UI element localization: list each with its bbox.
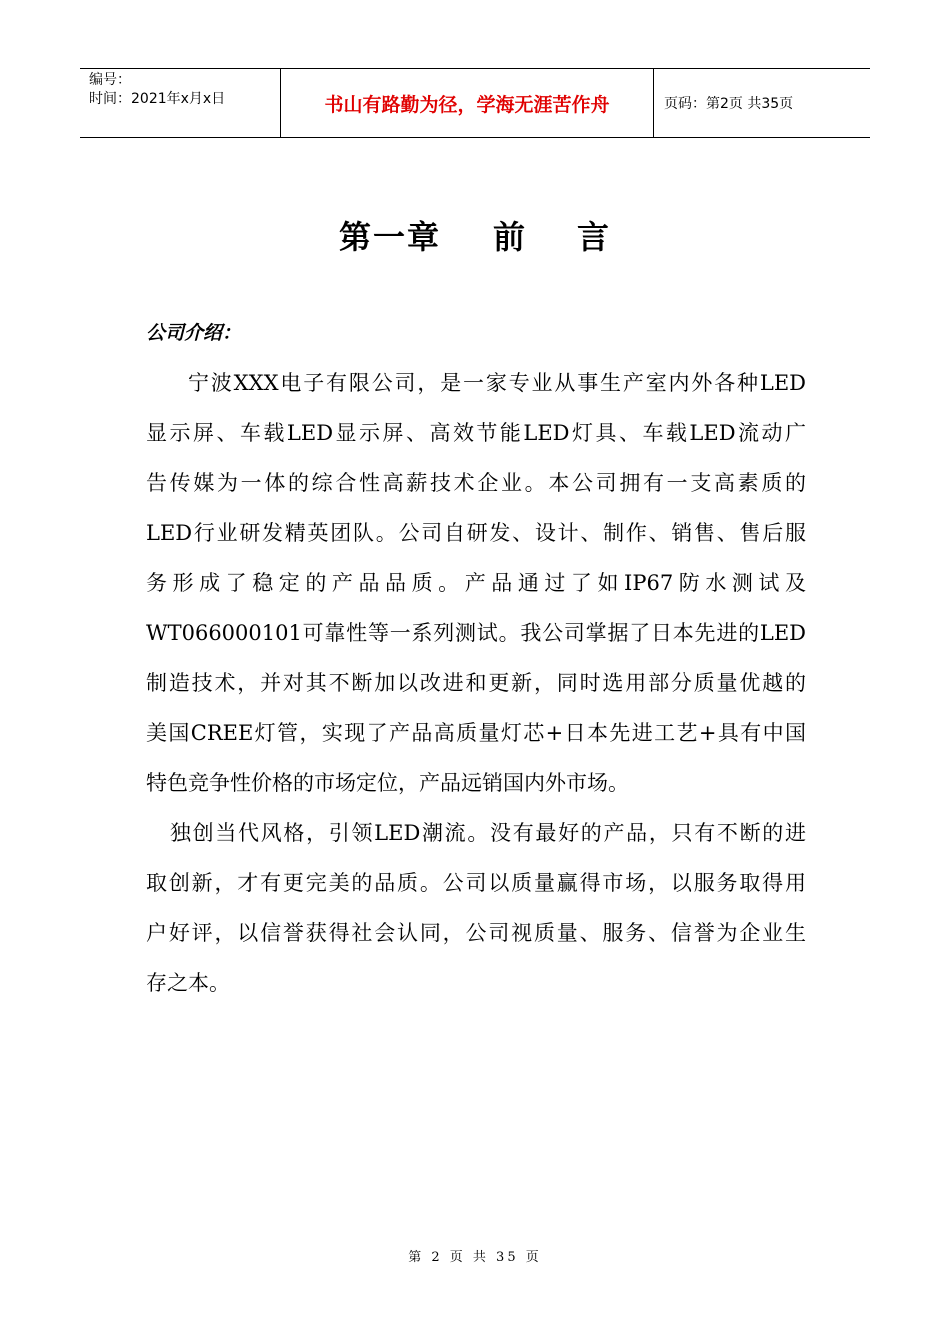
section-label: 公司介绍： [146, 322, 242, 344]
chapter-title-char-1: 前 [492, 218, 527, 256]
chapter-title [0, 212, 950, 258]
page-footer: 第 2 页 共 35 页 [408, 1250, 542, 1265]
text-line: 存之本。 [146, 971, 230, 995]
header-motto: 书山有路勤为径，学海无涯苦作舟 [281, 69, 654, 137]
chapter-number: 第一章 [338, 218, 441, 256]
text-line: LED行业研发精英团队。公司自研发、设计、制作、销售、售后服 [146, 521, 806, 545]
text-line: 务形成了稳定的产品品质。产品通过了如IP67防水测试及 [146, 571, 806, 595]
header-meta [80, 69, 281, 137]
text-line: 独创当代风格，引领LED潮流。没有最好的产品，只有不断的进 [170, 821, 806, 845]
number-label: 编号： [89, 72, 131, 88]
paragraph-company-philosophy [146, 808, 806, 1008]
text-line: 制造技术，并对其不断加以改进和更新，同时选用部分质量优越的 [146, 671, 806, 695]
time-label: 时间：2021年x月x日 [89, 91, 226, 107]
text-line: 取创新，才有更完美的品质。公司以质量赢得市场，以服务取得用 [146, 871, 806, 895]
text-line: 宁波XXX电子有限公司，是一家专业从事生产室内外各种LED [188, 371, 806, 395]
header-page-info: 页码：第2页 共35页 [664, 96, 794, 112]
text-line: 特色竞争性价格的市场定位，产品远销国内外市场。 [146, 771, 629, 795]
text-line: WT066000101可靠性等一系列测试。我公司掌据了日本先进的LED [146, 621, 806, 645]
page-header [80, 68, 870, 138]
text-line: 户好评，以信誉获得社会认同，公司视质量、服务、信誉为企业生 [146, 921, 806, 945]
text-line: 显示屏、车载LED显示屏、高效节能LED灯具、车载LED流动广 [146, 421, 806, 445]
paragraph-company-intro [146, 358, 806, 808]
text-line: 美国CREE灯管，实现了产品高质量灯芯+日本先进工艺+具有中国 [146, 721, 806, 745]
chapter-title-char-2: 言 [577, 218, 612, 256]
text-line: 告传媒为一体的综合性高薪技术企业。本公司拥有一支高素质的 [146, 471, 806, 495]
